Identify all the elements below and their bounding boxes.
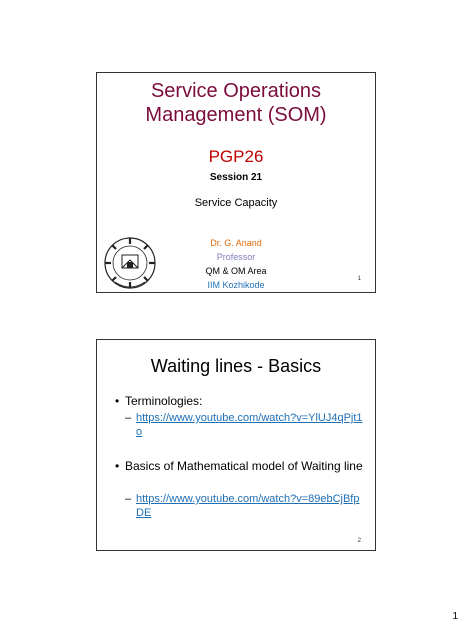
sub-bullet-item	[125, 411, 365, 439]
dash-icon: –	[125, 493, 132, 505]
youtube-link[interactable]: https://www.youtube.com/watch?v=YlUJ4qPjt1o	[136, 412, 363, 438]
bullet-dot-icon: •	[115, 459, 120, 473]
session-label: Session 21	[209, 172, 263, 183]
slide-title: Service Operations Management (SOM)	[145, 80, 327, 126]
institute-name: IIM Kozhikode	[207, 280, 265, 290]
document-page-number: 1	[452, 611, 458, 622]
dash-icon: –	[125, 412, 132, 424]
topic-label: Service Capacity	[194, 197, 278, 209]
iim-kozhikode-seal-icon	[103, 236, 157, 290]
sub-bullet-item	[125, 492, 365, 520]
bullet-text: Basics of Mathematical model of Waiting line	[125, 459, 363, 473]
bullet-item	[115, 459, 363, 474]
author-area: QM & OM Area	[205, 266, 267, 276]
slide-1	[96, 72, 376, 293]
course-code: PGP26	[208, 147, 264, 166]
youtube-link[interactable]: https://www.youtube.com/watch?v=89ebCjBfpDE	[136, 493, 360, 519]
bullet-text: Terminologies:	[125, 394, 203, 408]
bullet-dot-icon: •	[115, 394, 120, 408]
slide-title: Waiting lines - Basics	[150, 356, 322, 376]
author-name: Dr. G. Anand	[210, 238, 262, 248]
author-role: Professor	[216, 252, 256, 262]
bullet-item	[115, 394, 363, 409]
slide-page-number: 1	[357, 276, 361, 282]
slide-page-number: 2	[357, 538, 361, 544]
slide-2	[96, 339, 376, 551]
